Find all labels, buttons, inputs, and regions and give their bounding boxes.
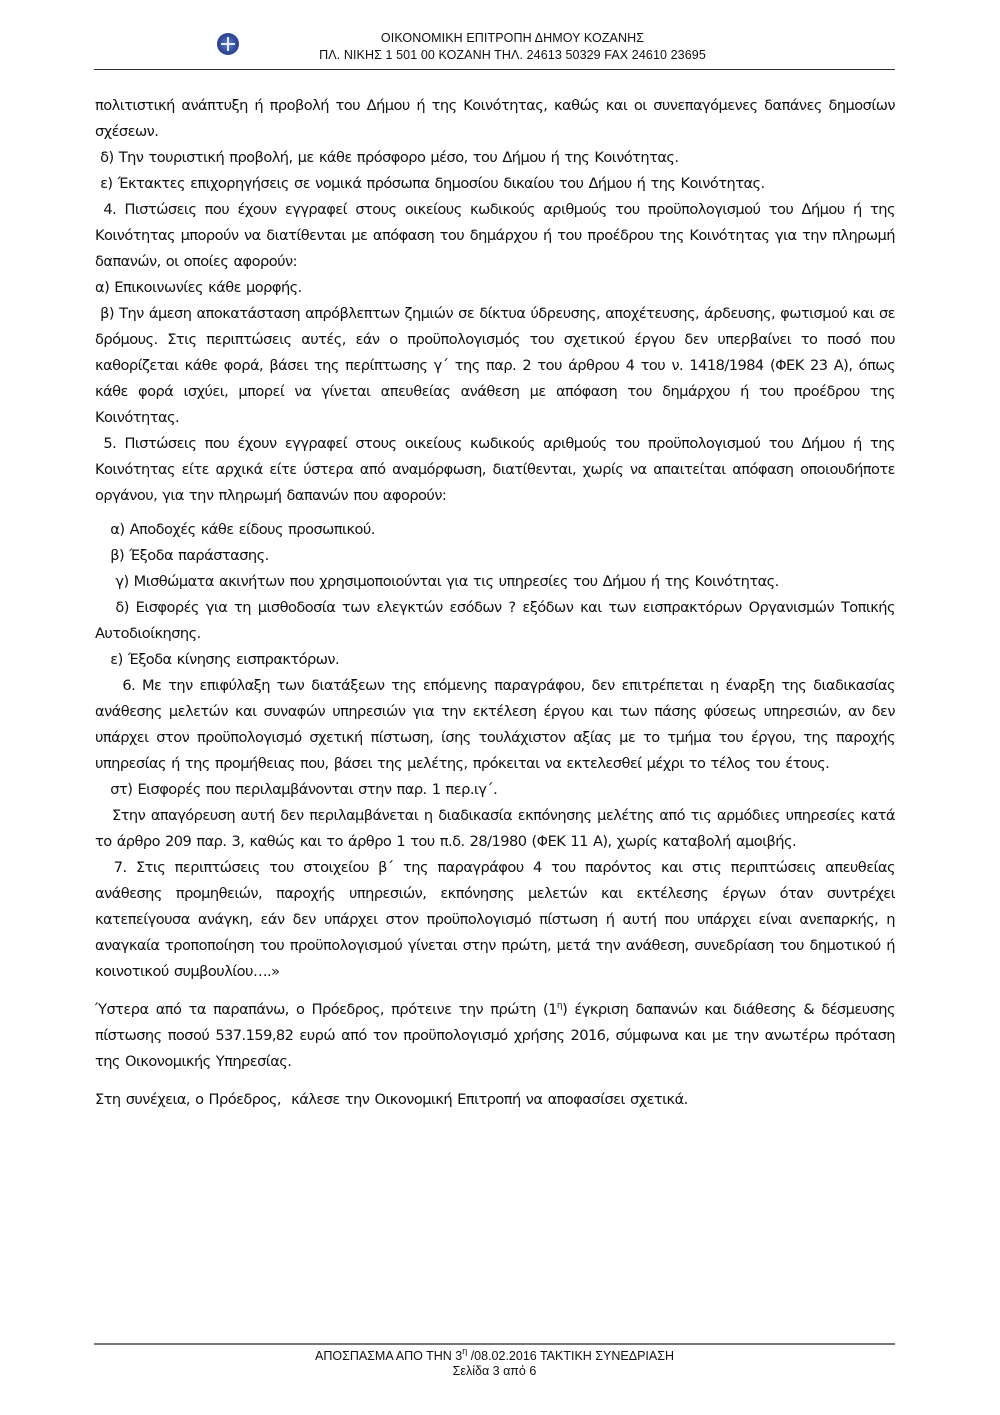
footer-title-start: ΑΠΟΣΠΑΣΜΑ ΑΠΟ ΤΗΝ 3 — [315, 1349, 463, 1363]
paragraph-5-item-c: γ) Μισθώματα ακινήτων που χρησιμοποιούνται για τις υπηρεσίες του Δήμου ή της Κοινότητας. — [95, 573, 779, 590]
paragraph-5-item-b: β) Έξοδα παράστασης. — [95, 547, 269, 564]
footer-title-end: /08.02.2016 ΤΑΚΤΙΚΗ ΣΥΝΕΔΡΙΑΣΗ — [467, 1349, 674, 1363]
paragraph-item-e-grants: ε) Έκτακτες επιχορηγήσεις σε νομικά πρόσωπα δημοσίου δικαίου του Δήμου ή της Κοινότητας. — [95, 175, 765, 192]
document-body — [95, 93, 901, 1113]
header-address: ΠΛ. ΝΙΚΗΣ 1 501 00 ΚΟΖΑΝΗ ΤΗΛ. 24613 50329 FAX 24610 23695 — [319, 48, 706, 62]
page-header — [94, 28, 895, 70]
paragraph-4: 4. Πιστώσεις που έχουν εγγραφεί στους οικείους κωδικούς αριθμούς του προϋπολογισμού του Δήμου ή της Κοινότητας μπορούν να διατίθενται με απόφαση του δημάρχου ή του προέδρου της Κοινότητας για την πληρωμή δαπανών, οι οποίες αφορούν: — [95, 201, 901, 270]
paragraph-call-to-decide: Στη συνέχεια, ο Πρόεδρος, κάλεσε την Οικονομική Επιτροπή να αποφασίσει σχετικά. — [95, 1091, 688, 1108]
spacer — [95, 509, 895, 517]
spacer — [95, 1075, 895, 1087]
paragraph-continuation: πολιτιστική ανάπτυξη ή προβολή του Δήμου ή της Κοινότητας, καθώς και οι συνεπαγόμενες δαπάνες δημοσίων σχέσεων. — [95, 97, 895, 140]
footer-extract-title — [94, 1346, 895, 1363]
paragraph-item-d-tourism: δ) Την τουριστική προβολή, με κάθε πρόσφορο μέσο, του Δήμου ή της Κοινότητας. — [95, 149, 679, 166]
spacer — [95, 985, 895, 997]
paragraph-5-item-st: στ) Εισφορές που περιλαμβάνονται στην παρ. 1 περ.ιγ΄. — [95, 781, 498, 798]
page-footer — [94, 1343, 895, 1378]
footer-ordinal-superscript: η — [462, 1346, 468, 1356]
page-number: Σελίδα 3 από 6 — [452, 1364, 537, 1378]
proposal-text-end: ) έγκριση δαπανών και διάθεσης & δέσμευσης πίστωσης ποσού 537.159,82 ευρώ από τον προϋπολογισμό χρήσης 2016, σύμφωνα και με την ανωτέρω πρόταση της Οικονομικής Υπηρεσίας. — [95, 1001, 896, 1070]
header-organization: ΟΙΚΟΝΟΜΙΚΗ ΕΠΙΤΡΟΠΗ ΔΗΜΟΥ ΚΟΖΑΝΗΣ — [380, 31, 645, 45]
paragraph-6: 6. Με την επιφύλαξη των διατάξεων της επόμενης παραγράφου, δεν επιτρέπεται η έναρξη της διαδικασίας ανάθεσης μελετών και συναφών υπηρεσιών για την εκτέλεση έργου και των πάσης φύσεως υπηρεσιών, αν δεν υπάρχει στον προϋπολογισμό σχετική πίστωση, ίσης τουλάχιστον αξίας με το τμήμα του έργου, της παροχής υπηρεσίας ή της προμήθειας που, βάσει της μελέτης, πρόκειται να εκτελεσθεί μέχρι το τέλος του έτους. — [95, 677, 901, 772]
paragraph-7: 7. Στις περιπτώσεις του στοιχείου β΄ της παραγράφου 4 του παρόντος και στις περιπτώσεις απευθείας ανάθεσης προμηθειών, παροχής υπηρεσιών, εκπόνησης μελετών και εκτέλεσης έργων όταν συντρέχει κατεπείγουσα ανάγκη, εάν δεν υπάρχει στον προϋπολογισμό πίστωση ή αυτή που υπάρχει είναι ανεπαρκής, η αναγκαία τροποποίηση του προϋπολογισμού γίνεται στην πρώτη, μετά την ανάθεση, συνεδρίαση του δημοτικού ή κοινοτικού συμβουλίου….» — [95, 859, 901, 980]
paragraph-exception: Στην απαγόρευση αυτή δεν περιλαμβάνεται η διαδικασία εκπόνησης μελέτης από τις αρμόδιες υπηρεσίες κατά το άρθρο 209 παρ. 3, καθώς και το άρθρο 1 του π.δ. 28/1980 (ΦΕΚ 11 Α), χωρίς καταβολή αμοιβής. — [95, 807, 901, 850]
paragraph-proposal — [95, 997, 895, 1075]
proposal-text-start: Ύστερα από τα παραπάνω, ο Πρόεδρος, πρότεινε την πρώτη (1 — [95, 1001, 557, 1018]
paragraph-5-item-d: δ) Εισφορές για τη μισθοδοσία των ελεγκτών εσόδων ? εξόδων και των εισπρακτόρων Οργανισμών Τοπικής Αυτοδιοίκησης. — [95, 599, 901, 642]
paragraph-4-item-a: α) Επικοινωνίες κάθε μορφής. — [95, 279, 302, 296]
paragraph-5-item-e: ε) Έξοδα κίνησης εισπρακτόρων. — [95, 651, 340, 668]
paragraph-4-item-b: β) Την άμεση αποκατάσταση απρόβλεπτων ζημιών σε δίκτυα ύδρευσης, αποχέτευσης, άρδευσης, φωτισμού και σε δρόμους. Στις περιπτώσεις αυτές, εάν ο προϋπολογισμός του σχετικού έργου δεν υπερβαίνει το ποσό που καθορίζεται κάθε φορά, βάσει της περίπτωσης γ΄ της παρ. 2 του άρθρου 4 του ν. 1418/1984 (ΦΕΚ 23 Α), όπως κάθε φορά ισχύει, μπορεί να γίνεται απευθείας ανάθεση με απόφαση του δημάρχου ή του προέδρου της Κοινότητας. — [95, 305, 901, 426]
paragraph-5-item-a: α) Αποδοχές κάθε είδους προσωπικού. — [95, 521, 375, 538]
paragraph-5: 5. Πιστώσεις που έχουν εγγραφεί στους οικείους κωδικούς αριθμούς του προϋπολογισμού του Δήμου ή της Κοινότητας είτε αρχικά είτε ύστερα από αναμόρφωση, διατίθενται, χωρίς να απαιτείται απόφαση οποιουδήποτε οργάνου, για την πληρωμή δαπανών που αφορούν: — [95, 435, 901, 504]
ordinal-superscript: η — [556, 1001, 563, 1011]
